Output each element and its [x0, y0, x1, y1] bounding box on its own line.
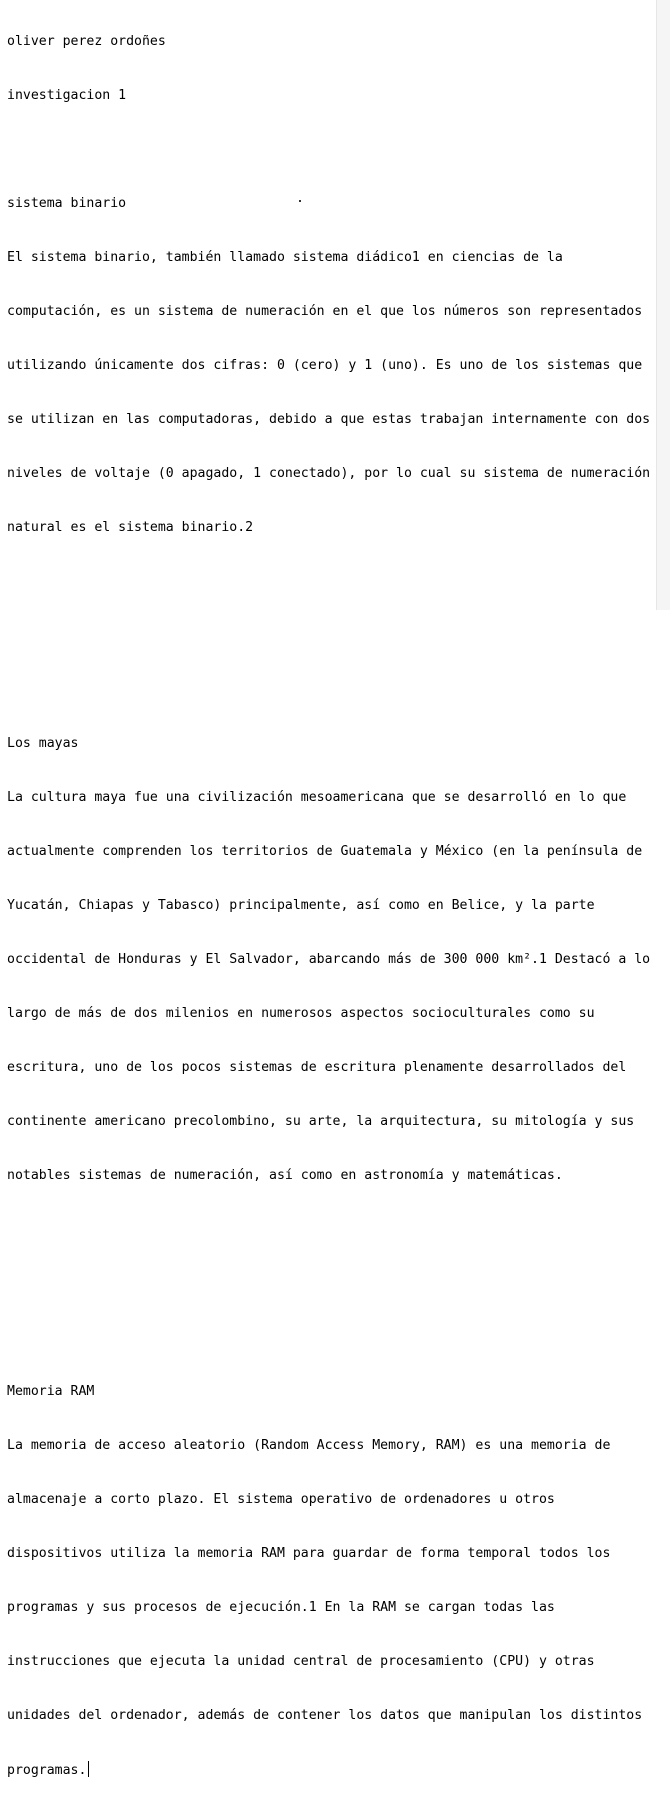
blank-line: [7, 141, 657, 159]
section-heading-mayas: Los mayas: [7, 736, 79, 751]
paragraph-line: niveles de voltaje (0 apagado, 1 conectado), por lo cual su sistema de numeración: [7, 466, 651, 481]
paragraph-line: largo de más de dos milenios en numerosos aspectos socioculturales como su: [7, 1006, 595, 1021]
paragraph-line: unidades del ordenador, además de contener los datos que manipulan los distintos: [7, 1708, 643, 1723]
paragraph-line: notables sistemas de numeración, así como en astronomía y matemáticas.: [7, 1168, 563, 1183]
paragraph-line: escritura, uno de los pocos sistemas de escritura plenamente desarrollados del: [7, 1060, 627, 1075]
last-paragraph-line: [7, 1761, 657, 1779]
blank-line: [7, 1221, 657, 1239]
blank-line: [7, 627, 657, 645]
paragraph-line: utilizando únicamente dos cifras: 0 (cero) y 1 (uno). Es uno de los sistemas que: [7, 358, 643, 373]
blank-line: [7, 1275, 657, 1293]
blank-line: [7, 681, 657, 699]
paragraph-line: computación, es un sistema de numeración en el que los números son representados: [7, 304, 643, 319]
paragraph-line: Yucatán, Chiapas y Tabasco) principalmente, así como en Belice, y la parte: [7, 898, 595, 913]
author-line: oliver perez ordoñes: [7, 34, 166, 49]
blank-line: [7, 1329, 657, 1347]
paragraph-line: natural es el sistema binario.2: [7, 520, 254, 535]
section-heading-ram: Memoria RAM: [7, 1384, 95, 1399]
paragraph-line: continente americano precolombino, su arte, la arquitectura, su mitología y sus: [7, 1114, 635, 1129]
stray-dot-mark: [299, 200, 301, 202]
paragraph-line: almacenaje a corto plazo. El sistema operativo de ordenadores u otros: [7, 1492, 555, 1507]
paragraph-line: La memoria de acceso aleatorio (Random Access Memory, RAM) es una memoria de: [7, 1438, 611, 1453]
paragraph-line: programas y sus procesos de ejecución.1 En la RAM se cargan todas las: [7, 1600, 555, 1615]
paragraph-line: actualmente comprenden los territorios de Guatemala y México (en la península de: [7, 844, 643, 859]
paragraph-line: El sistema binario, también llamado sistema diádico1 en ciencias de la: [7, 250, 563, 265]
paragraph-line: occidental de Honduras y El Salvador, abarcando más de 300 000 km².1 Destacó a lo: [7, 952, 651, 967]
vertical-scrollbar[interactable]: [656, 0, 670, 610]
assignment-title-line: investigacion 1: [7, 88, 127, 103]
paragraph-line: La cultura maya fue una civilización mesoamericana que se desarrolló en lo que: [7, 790, 627, 805]
text-cursor: [88, 1761, 89, 1777]
blank-line: [7, 573, 657, 591]
paragraph-line: se utilizan en las computadoras, debido a que estas trabajan internamente con dos: [7, 412, 651, 427]
paragraph-line-text: programas.: [7, 1763, 87, 1778]
section-heading-binary: sistema binario: [7, 196, 127, 211]
document-text-area[interactable]: [7, 0, 657, 1815]
paragraph-line: instrucciones que ejecuta la unidad central de procesamiento (CPU) y otras: [7, 1654, 595, 1669]
paragraph-line: dispositivos utiliza la memoria RAM para guardar de forma temporal todos los: [7, 1546, 611, 1561]
